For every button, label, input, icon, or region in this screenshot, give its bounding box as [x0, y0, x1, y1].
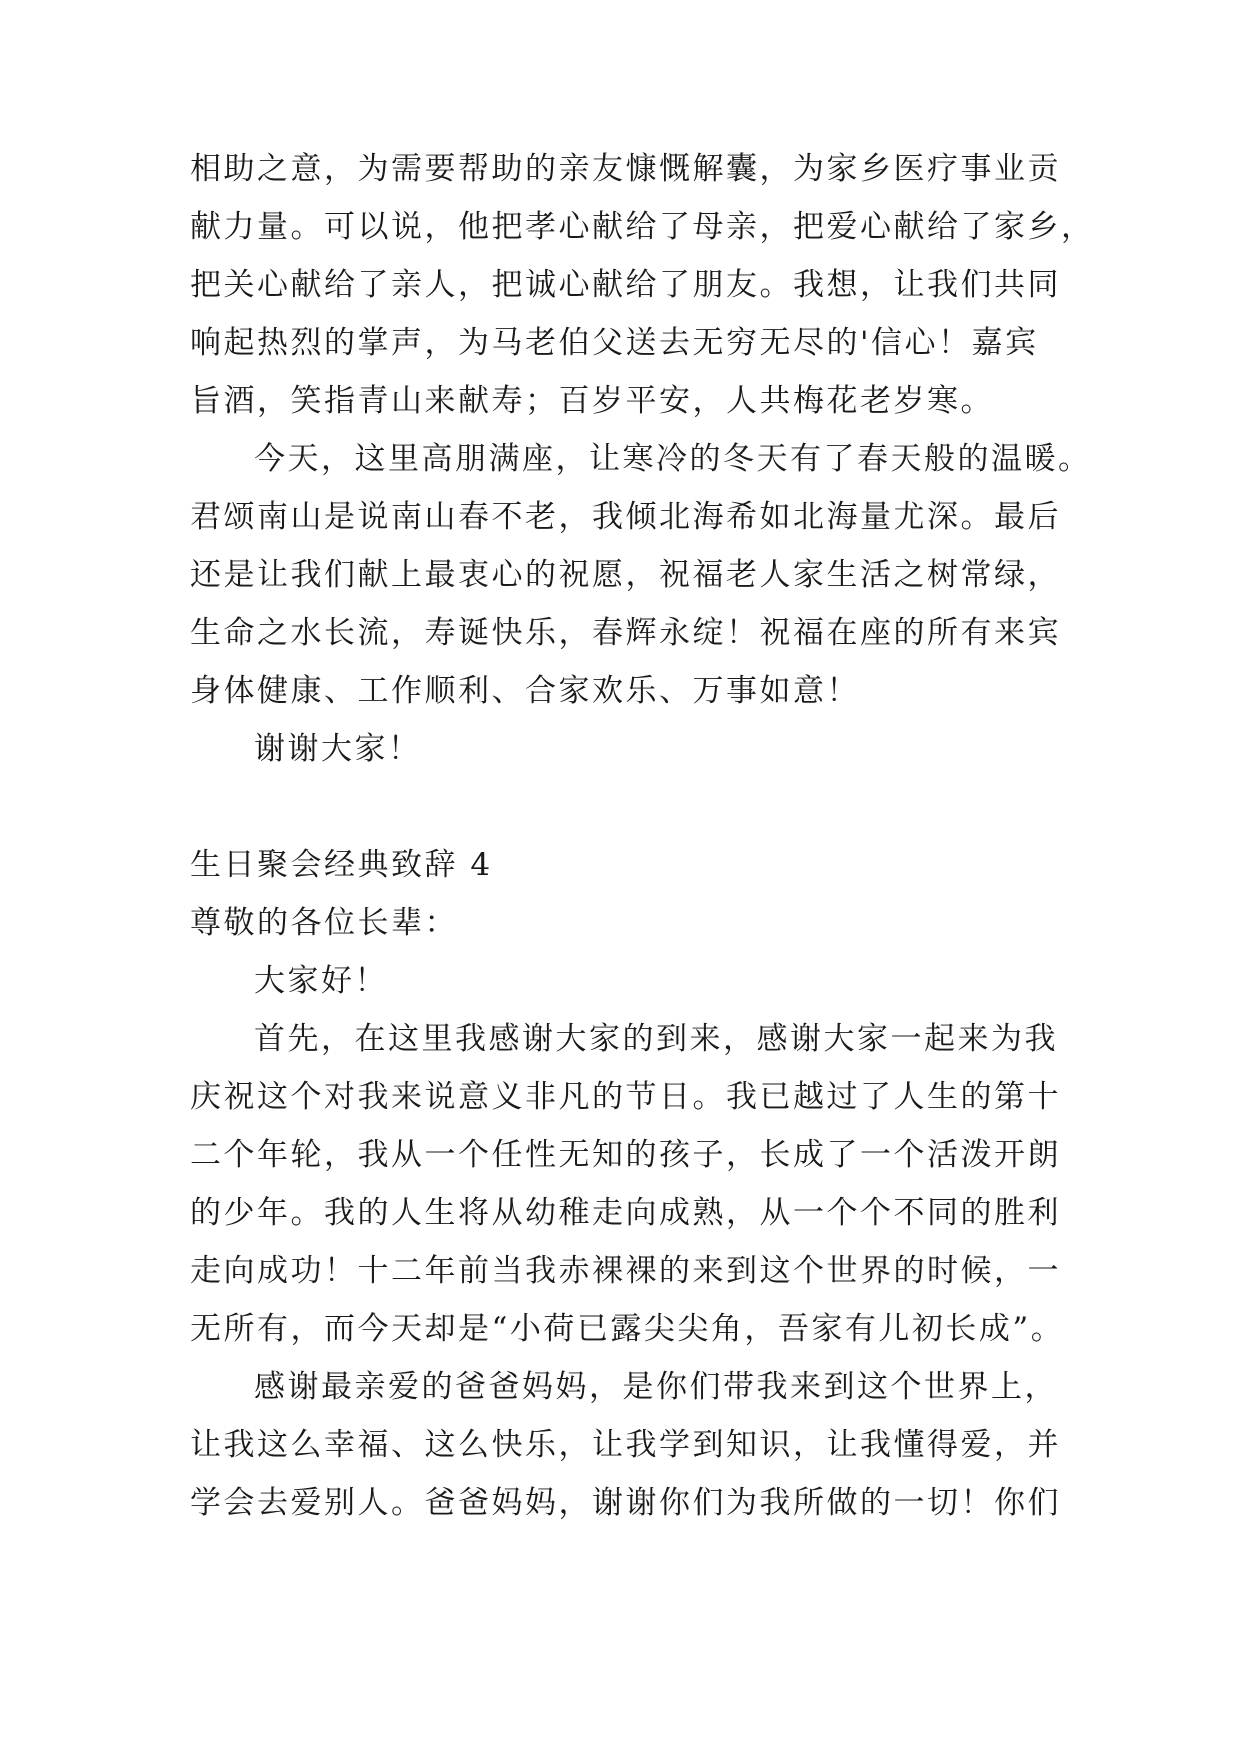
paragraph-line: 献力量。可以说，他把孝心献给了母亲，把爱心献给了家乡， [190, 209, 1095, 245]
paragraph-line: 今天，这里高朋满座，让寒冷的冬天有了春天般的温暖。 [254, 441, 1092, 477]
paragraph-line: 的少年。我的人生将从幼稚走向成熟，从一个个不同的胜利 [190, 1195, 1061, 1231]
paragraph-line: 让我这么幸福、这么快乐，让我学到知识，让我懂得爱，并 [190, 1427, 1061, 1463]
paragraph-line: 旨酒，笑指青山来献寿；百岁平安，人共梅花老岁寒。 [190, 383, 994, 419]
paragraph-line: 相助之意，为需要帮助的亲友慷慨解囊，为家乡医疗事业贡 [190, 151, 1061, 187]
paragraph-line: 生命之水长流，寿诞快乐，春辉永绽！祝福在座的所有来宾 [190, 615, 1061, 651]
paragraph-line: 谢谢大家！ [254, 731, 422, 767]
paragraph-line: 首先，在这里我感谢大家的到来，感谢大家一起来为我 [254, 1021, 1058, 1057]
paragraph-line: 把关心献给了亲人，把诚心献给了朋友。我想，让我们共同 [190, 267, 1061, 303]
paragraph-line: 感谢最亲爱的爸爸妈妈，是你们带我来到这个世界上， [254, 1369, 1058, 1405]
section-gap [190, 778, 1070, 836]
paragraph-line: 走向成功！十二年前当我赤裸裸的来到这个世界的时候，一 [190, 1253, 1061, 1289]
salutation: 尊敬的各位长辈： [190, 905, 458, 941]
paragraph-line: 响起热烈的掌声，为马老伯父送去无穷无尽的'信心！嘉宾 [190, 325, 1039, 361]
paragraph-line: 身体健康、工作顺利、合家欢乐、万事如意！ [190, 673, 860, 709]
section-heading: 生日聚会经典致辞 4 [190, 847, 493, 883]
paragraph-line: 庆祝这个对我来说意义非凡的节日。我已越过了人生的第十 [190, 1079, 1061, 1115]
paragraph-line: 无所有，而今天却是“小荷已露尖尖角，吾家有儿初长成”。 [190, 1311, 1065, 1347]
document-body [190, 140, 1095, 1532]
paragraph-line: 学会去爱别人。爸爸妈妈，谢谢你们为我所做的一切！你们 [190, 1485, 1061, 1521]
paragraph-line: 君颂南山是说南山春不老，我倾北海希如北海量尤深。最后 [190, 499, 1061, 535]
paragraph-line: 还是让我们献上最衷心的祝愿，祝福老人家生活之树常绿， [190, 557, 1061, 593]
greeting: 大家好！ [254, 963, 388, 999]
paragraph-line: 二个年轮，我从一个任性无知的孩子，长成了一个活泼开朗 [190, 1137, 1061, 1173]
